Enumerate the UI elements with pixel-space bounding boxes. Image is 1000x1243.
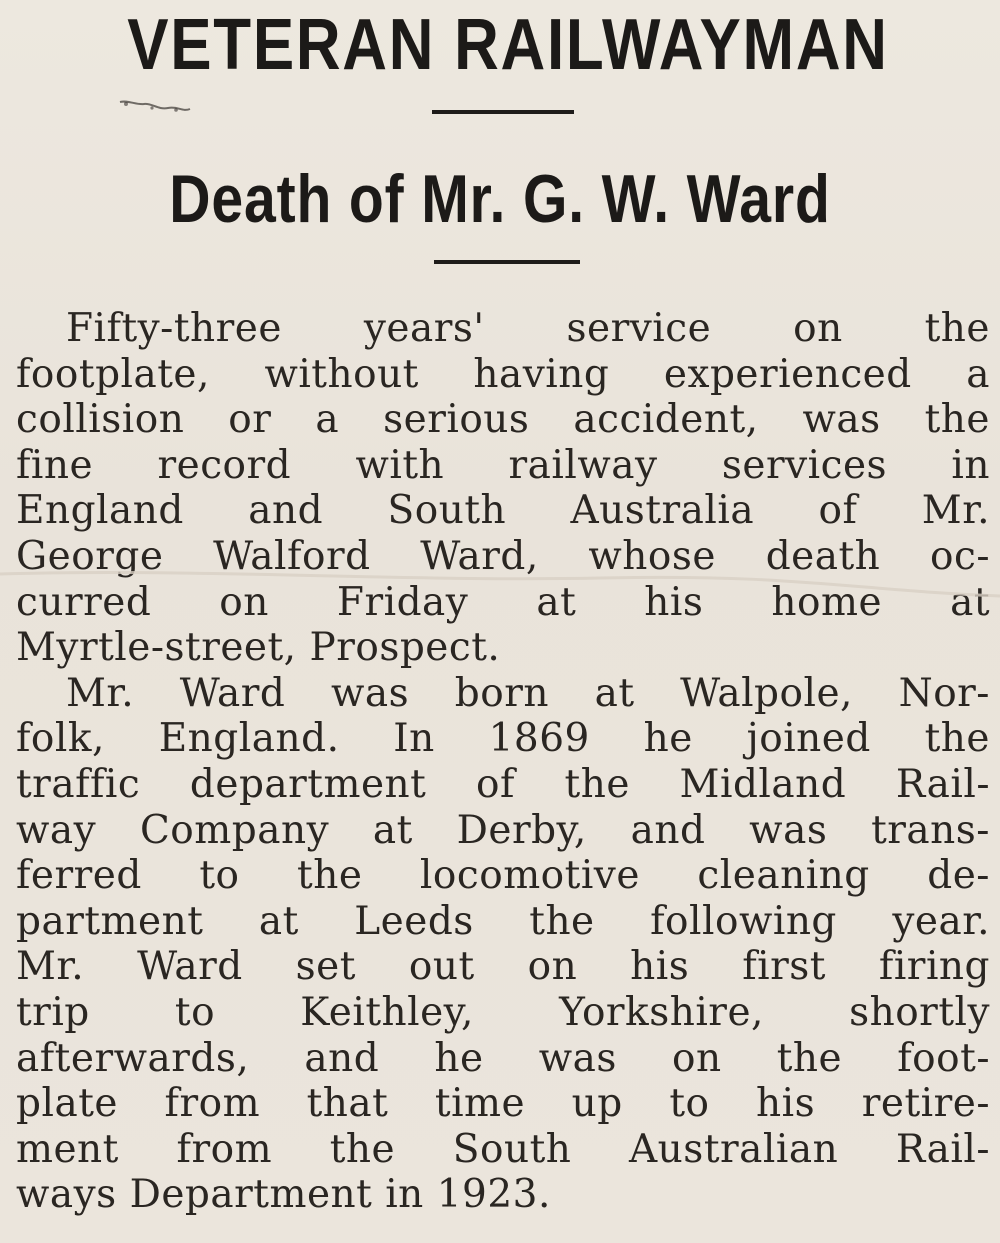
text-line: England and South Australia of Mr. xyxy=(16,488,990,534)
text-line: Myrtle-street, Prospect. xyxy=(16,625,501,671)
text-line: Mr. Ward was born at Walpole, Nor- xyxy=(66,670,990,716)
text-line: George Walford Ward, whose death oc- xyxy=(16,533,990,579)
text-line: partment at Leeds the following year. xyxy=(16,898,990,944)
text-line: way Company at Derby, and was trans- xyxy=(16,807,990,853)
text-line: ment from the South Australian Rail- xyxy=(16,1126,990,1172)
text-line: folk, England. In 1869 he joined the xyxy=(16,716,990,762)
text-line: traffic department of the Midland Rail- xyxy=(16,761,990,807)
text-line: Fifty-three years' service on the xyxy=(66,306,990,351)
ink-smudge xyxy=(118,96,192,118)
text-line: fine record with railway services in xyxy=(16,442,990,488)
text-line: ferred to the locomotive cleaning de- xyxy=(16,853,990,899)
text-line: footplate, without having experienced a xyxy=(16,351,990,397)
headline-divider xyxy=(432,110,574,114)
text-line: Mr. Ward set out on his first firing xyxy=(16,944,990,990)
text-line: plate from that time up to his retire- xyxy=(16,1081,990,1127)
subheadline: Death of Mr. G. W. Ward xyxy=(169,161,831,237)
text-line: afterwards, and he was on the foot- xyxy=(16,1035,990,1081)
text-line: trip to Keithley, Yorkshire, shortly xyxy=(16,989,990,1035)
headline: VETERAN RAILWAYMAN xyxy=(127,5,889,85)
paragraph-1 xyxy=(16,306,990,671)
subheadline-divider xyxy=(434,260,580,264)
text-line: collision or a serious accident, was the xyxy=(16,397,990,443)
text-line: curred on Friday at his home at xyxy=(16,579,990,625)
article-body xyxy=(16,306,990,1218)
text-line: ways Department in 1923. xyxy=(16,1172,551,1218)
paragraph-2 xyxy=(16,671,990,1218)
